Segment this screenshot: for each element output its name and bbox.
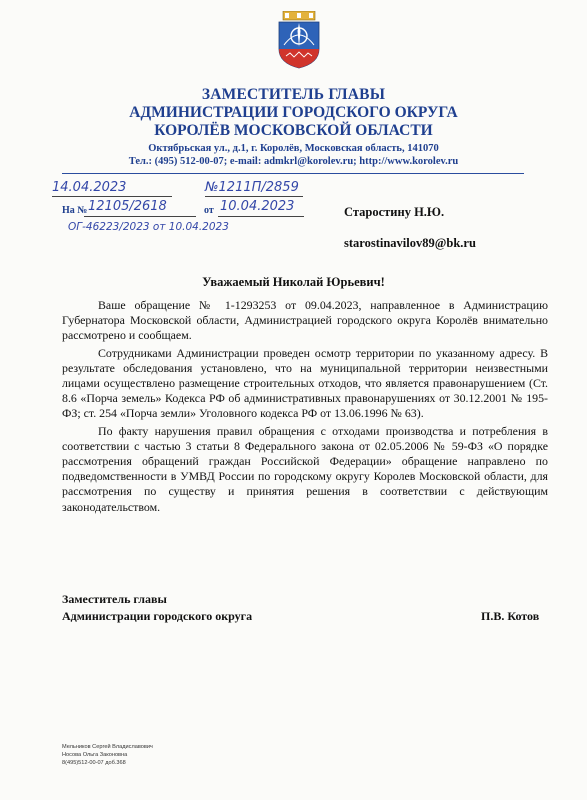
header-address: Октябрьская ул., д.1, г. Королёв, Московская область, 141070 <box>148 143 439 154</box>
signature-title-line-2: Администрации городского округа <box>62 609 253 623</box>
reference-date-underline <box>218 216 304 217</box>
registration-date-underline <box>52 196 172 197</box>
signature-title-line-1: Заместитель главы <box>62 592 167 606</box>
reference-number-label: На № <box>62 205 88 216</box>
executor-line-1: Мельников Сергей Владиславович <box>62 744 153 750</box>
korolev-coat-of-arms-icon <box>276 11 322 69</box>
reference-number: 12105/2618 <box>88 199 167 214</box>
body-paragraph-2: Сотрудниками Администрации проведен осмотр территории по указанному адресу. В результате обследования установлено, что на муниципальной территории неизвестными лицами осуществлено размещение строительных отходов, что является правонарушением (Ст. 8.6 «Порча земель» Кодекса РФ об административных правонарушениях от 30.12.2001 № 195-ФЗ; ст. 254 «Порча земли» Уголовного кодекса РФ от 13.06.1996 № 63). <box>62 345 548 421</box>
header-title-line-3: КОРОЛЁВ МОСКОВСКОЙ ОБЛАСТИ <box>154 122 433 139</box>
header-divider <box>62 173 524 174</box>
executor-phone: 8(495)512-00-07 доб.368 <box>62 760 126 766</box>
signature-name: П.В. Котов <box>481 609 540 623</box>
header-title-line-1: ЗАМЕСТИТЕЛЬ ГЛАВЫ <box>201 86 386 103</box>
reference-date-label: от <box>204 205 214 216</box>
registration-number: №1211П/2859 <box>205 180 299 195</box>
executor-line-2: Носова Ольга Законовна <box>62 752 128 758</box>
header-title-line-2: АДМИНИСТРАЦИИ ГОРОДСКОГО ОКРУГА <box>129 104 458 121</box>
outgoing-reference: ОГ-46223/2023 от 10.04.2023 <box>68 221 229 233</box>
addressee-email: starostinavilov89@bk.ru <box>344 236 476 250</box>
registration-date: 14.04.2023 <box>52 180 127 195</box>
registration-number-underline <box>205 196 303 197</box>
body-paragraph-3: По факту нарушения правил обращения с отходами производства и потребления в соответствии с частью 3 статьи 8 Федерального закона от 02.05.2006 № 59-ФЗ «О порядке рассмотрения обращений граждан Российской Федерации» обращение направлено по подведомственности в УМВД России по городскому округу Королев Московской области, для рассмотрения по существу и принятия решения в соответствии с действующим законодательством. <box>62 423 548 514</box>
reference-number-underline <box>84 216 196 217</box>
greeting: Уважаемый Николай Юрьевич! <box>202 275 385 289</box>
addressee-name: Старостину Н.Ю. <box>344 205 445 219</box>
body-paragraph-1: Ваше обращение № 1-1293253 от 09.04.2023, направленное в Администрацию Губернатора Московской области, Администрацией городского округа Королёв внимательно рассмотрено и сообщаем. <box>62 298 548 343</box>
letter-body <box>62 298 548 517</box>
reference-date: 10.04.2023 <box>220 199 295 214</box>
header-contacts: Тел.: (495) 512-00-07; e-mail: admkrl@korolev.ru; http://www.korolev.ru <box>128 156 459 167</box>
